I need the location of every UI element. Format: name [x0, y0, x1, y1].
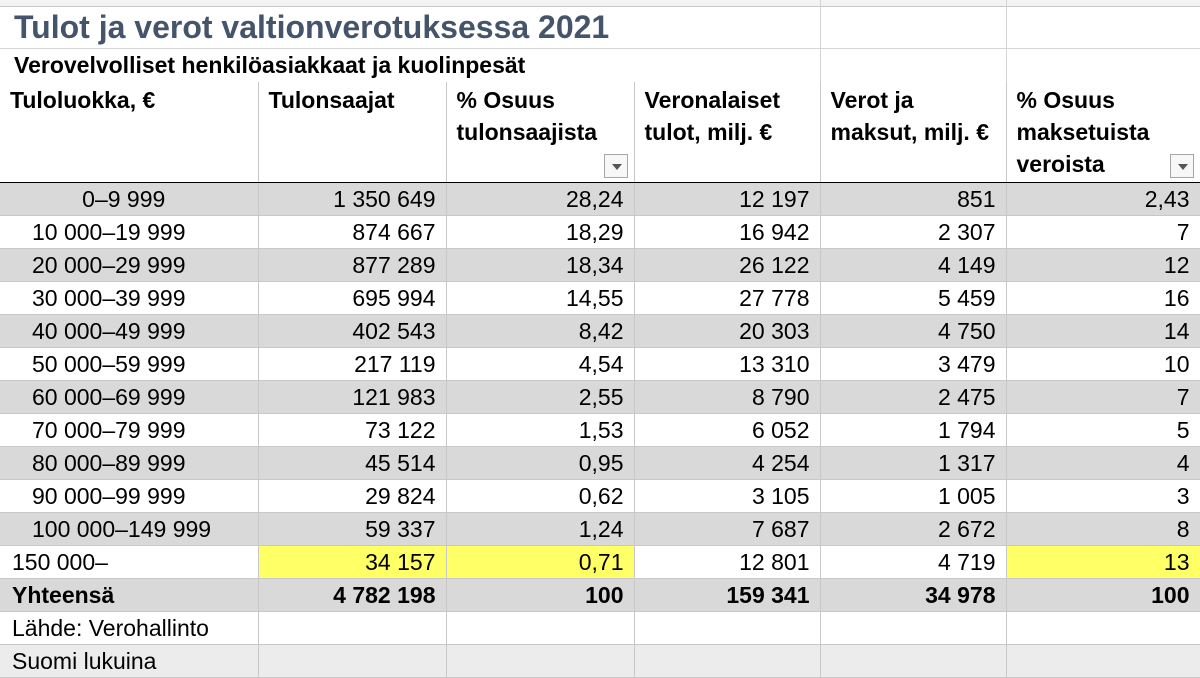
- taxes-cell[interactable]: 4 719: [820, 546, 1006, 579]
- taxes-cell[interactable]: 4 750: [820, 315, 1006, 348]
- income-class-cell[interactable]: 50 000–59 999: [0, 348, 258, 381]
- tax-share-total-cell[interactable]: 100: [1006, 579, 1200, 612]
- earners-share-cell[interactable]: 1,24: [446, 513, 634, 546]
- taxes-cell[interactable]: 2 475: [820, 381, 1006, 414]
- taxes-cell[interactable]: 5 459: [820, 282, 1006, 315]
- tax-share-cell[interactable]: 3: [1006, 480, 1200, 513]
- header-earners-share[interactable]: [446, 82, 634, 183]
- taxable-income-cell[interactable]: 8 790: [634, 381, 820, 414]
- earners-share-cell[interactable]: 2,55: [446, 381, 634, 414]
- taxable-income-cell[interactable]: 4 254: [634, 447, 820, 480]
- earners-cell[interactable]: 121 983: [258, 381, 446, 414]
- income-class-cell[interactable]: 80 000–89 999: [0, 447, 258, 480]
- total-row: [0, 579, 1200, 612]
- taxes-cell[interactable]: 1 317: [820, 447, 1006, 480]
- taxable-income-cell[interactable]: 12 801: [634, 546, 820, 579]
- taxes-cell[interactable]: 4 149: [820, 249, 1006, 282]
- income-class-cell[interactable]: 100 000–149 999: [0, 513, 258, 546]
- taxable-income-cell[interactable]: 26 122: [634, 249, 820, 282]
- empty-cell[interactable]: [258, 612, 446, 645]
- table-row: [0, 315, 1200, 348]
- footer-row: [0, 612, 1200, 645]
- taxable-income-cell[interactable]: 13 310: [634, 348, 820, 381]
- taxes-cell[interactable]: 2 307: [820, 216, 1006, 249]
- earners-share-cell[interactable]: 0,95: [446, 447, 634, 480]
- earners-cell[interactable]: 1 350 649: [258, 183, 446, 216]
- tax-share-cell[interactable]: 8: [1006, 513, 1200, 546]
- income-tax-table: [0, 82, 1200, 678]
- table-row: [0, 414, 1200, 447]
- table-row: [0, 546, 1200, 579]
- earners-cell[interactable]: 877 289: [258, 249, 446, 282]
- earners-cell[interactable]: 695 994: [258, 282, 446, 315]
- header-income-class[interactable]: Tuloluokka, €: [0, 82, 258, 183]
- earners-cell[interactable]: 402 543: [258, 315, 446, 348]
- taxable-income-cell[interactable]: 20 303: [634, 315, 820, 348]
- income-class-cell[interactable]: 30 000–39 999: [0, 282, 258, 315]
- earners-share-cell[interactable]: 28,24: [446, 183, 634, 216]
- earners-share-cell[interactable]: 1,53: [446, 414, 634, 447]
- tax-share-cell[interactable]: 4: [1006, 447, 1200, 480]
- income-class-cell[interactable]: 70 000–79 999: [0, 414, 258, 447]
- tax-share-cell[interactable]: 16: [1006, 282, 1200, 315]
- earners-share-cell[interactable]: 0,62: [446, 480, 634, 513]
- filter-dropdown-icon[interactable]: [604, 154, 628, 178]
- earners-share-cell[interactable]: 18,29: [446, 216, 634, 249]
- tax-share-cell[interactable]: 7: [1006, 216, 1200, 249]
- taxable-income-total-cell[interactable]: 159 341: [634, 579, 820, 612]
- empty-cell[interactable]: [446, 612, 634, 645]
- header-earners[interactable]: Tulonsaajat: [258, 82, 446, 183]
- taxable-income-cell[interactable]: 7 687: [634, 513, 820, 546]
- taxable-income-cell[interactable]: 3 105: [634, 480, 820, 513]
- empty-cell[interactable]: [820, 612, 1006, 645]
- table-row: [0, 183, 1200, 216]
- tax-share-cell[interactable]: 10: [1006, 348, 1200, 381]
- empty-cell[interactable]: [1006, 645, 1200, 678]
- income-class-cell[interactable]: 60 000–69 999: [0, 381, 258, 414]
- taxes-total-cell[interactable]: 34 978: [820, 579, 1006, 612]
- table-row: [0, 348, 1200, 381]
- income-class-cell[interactable]: 20 000–29 999: [0, 249, 258, 282]
- earners-total-cell[interactable]: 4 782 198: [258, 579, 446, 612]
- table-row: [0, 480, 1200, 513]
- footer-row: [0, 645, 1200, 678]
- source-note[interactable]: Lähde: Verohallinto: [0, 612, 258, 645]
- earners-cell[interactable]: 59 337: [258, 513, 446, 546]
- empty-cell[interactable]: [446, 645, 634, 678]
- income-class-cell[interactable]: 90 000–99 999: [0, 480, 258, 513]
- header-taxes[interactable]: Verot ja maksut, milj. €: [820, 82, 1006, 183]
- table-row: [0, 282, 1200, 315]
- header-tax-share[interactable]: [1006, 82, 1200, 183]
- filter-dropdown-icon[interactable]: [1170, 154, 1194, 178]
- income-class-total-cell[interactable]: Yhteensä: [0, 579, 258, 612]
- earners-cell[interactable]: 73 122: [258, 414, 446, 447]
- sheet-subtitle[interactable]: Verovelvolliset henkilöasiakkaat ja kuolinpesät: [14, 52, 526, 78]
- earners-share-cell[interactable]: 4,54: [446, 348, 634, 381]
- taxes-cell[interactable]: 3 479: [820, 348, 1006, 381]
- tax-share-cell[interactable]: 13: [1006, 546, 1200, 579]
- earners-share-cell[interactable]: 18,34: [446, 249, 634, 282]
- sheet-title[interactable]: Tulot ja verot valtionverotuksessa 2021: [14, 9, 610, 45]
- tax-share-cell[interactable]: 14: [1006, 315, 1200, 348]
- tax-share-cell[interactable]: 5: [1006, 414, 1200, 447]
- taxes-cell[interactable]: 1 794: [820, 414, 1006, 447]
- taxable-income-cell[interactable]: 6 052: [634, 414, 820, 447]
- table-row: [0, 216, 1200, 249]
- income-class-cell[interactable]: 10 000–19 999: [0, 216, 258, 249]
- table-row: [0, 513, 1200, 546]
- empty-cell[interactable]: [820, 645, 1006, 678]
- empty-cell[interactable]: [634, 645, 820, 678]
- earners-cell[interactable]: 217 119: [258, 348, 446, 381]
- earners-cell[interactable]: 29 824: [258, 480, 446, 513]
- header-earners-share-label: % Osuus tulonsaajista: [456, 87, 598, 145]
- taxes-cell[interactable]: 2 672: [820, 513, 1006, 546]
- header-tax-share-label: % Osuus maksetuista veroista: [1016, 87, 1150, 177]
- taxes-cell[interactable]: 851: [820, 183, 1006, 216]
- income-class-cell[interactable]: 150 000–: [0, 546, 258, 579]
- header-taxable-income[interactable]: Veronalaiset tulot, milj. €: [634, 82, 820, 183]
- tax-share-cell[interactable]: 2,43: [1006, 183, 1200, 216]
- taxes-cell[interactable]: 1 005: [820, 480, 1006, 513]
- empty-cell[interactable]: [1006, 612, 1200, 645]
- header-row: [0, 82, 1200, 183]
- tax-share-cell[interactable]: 12: [1006, 249, 1200, 282]
- earners-share-cell[interactable]: 8,42: [446, 315, 634, 348]
- earners-share-cell[interactable]: 14,55: [446, 282, 634, 315]
- income-class-cell[interactable]: 40 000–49 999: [0, 315, 258, 348]
- empty-cell[interactable]: [634, 612, 820, 645]
- earners-share-cell[interactable]: 0,71: [446, 546, 634, 579]
- table-row: [0, 249, 1200, 282]
- income-class-cell[interactable]: 0–9 999: [0, 183, 258, 216]
- taxable-income-cell[interactable]: 12 197: [634, 183, 820, 216]
- credit-note[interactable]: Suomi lukuina: [0, 645, 258, 678]
- taxable-income-cell[interactable]: 27 778: [634, 282, 820, 315]
- table-row: [0, 381, 1200, 414]
- taxable-income-cell[interactable]: 16 942: [634, 216, 820, 249]
- earners-cell[interactable]: 45 514: [258, 447, 446, 480]
- table-row: [0, 447, 1200, 480]
- earners-cell[interactable]: 34 157: [258, 546, 446, 579]
- earners-cell[interactable]: 874 667: [258, 216, 446, 249]
- earners-share-total-cell[interactable]: 100: [446, 579, 634, 612]
- empty-cell[interactable]: [258, 645, 446, 678]
- tax-share-cell[interactable]: 7: [1006, 381, 1200, 414]
